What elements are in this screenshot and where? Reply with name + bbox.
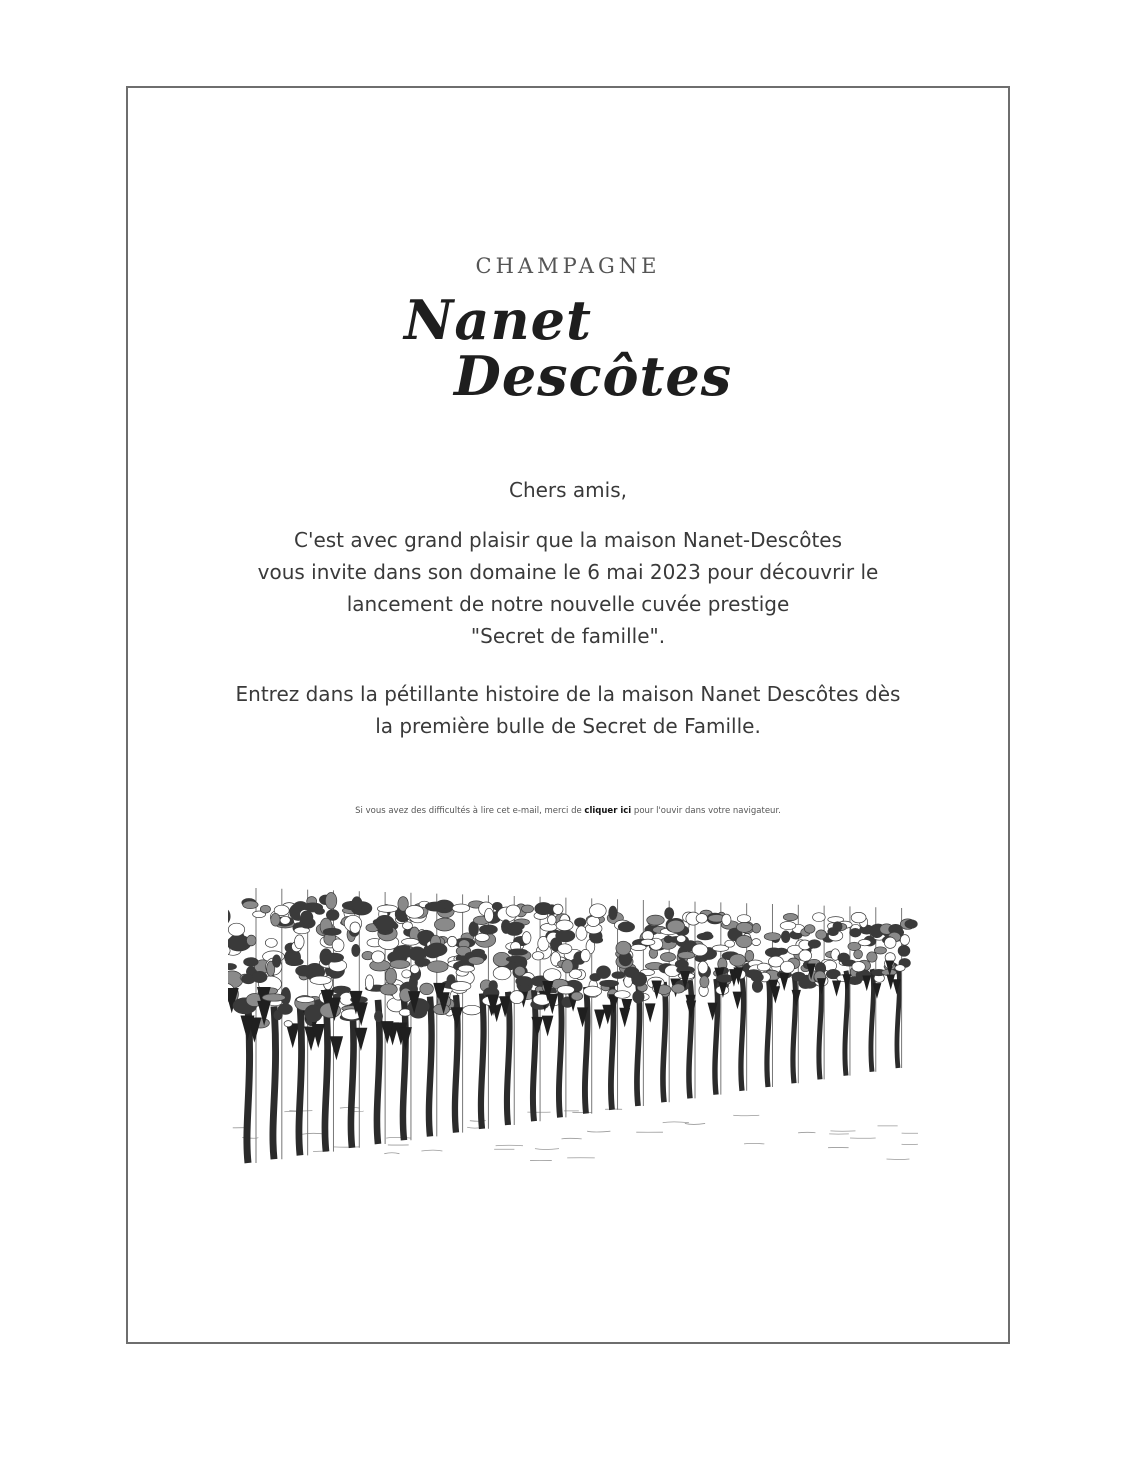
vine-leaf (736, 935, 752, 947)
vine-leaf (271, 913, 280, 926)
grape-cluster (594, 1010, 605, 1030)
vine-leaf (325, 953, 344, 962)
vine-leaf (377, 905, 397, 912)
vine-leaf (716, 975, 733, 983)
vine-leaf (372, 951, 385, 963)
vine-leaf (597, 966, 611, 979)
vine-leaf (746, 970, 762, 978)
vine-trunk (481, 993, 484, 1128)
vine-leaf (632, 972, 647, 986)
grape-cluster (330, 1036, 343, 1060)
vine-leaf (228, 908, 230, 925)
notice-text-before: Si vous avez des difficultés à lire cet e-mail, merci de (355, 806, 585, 816)
vine-leaf (851, 912, 866, 922)
ground-stroke (421, 1150, 442, 1151)
vine-leaf (562, 960, 573, 973)
vine-leaf (286, 958, 304, 966)
vine-leaf (745, 950, 754, 961)
vine-leaf (352, 897, 362, 911)
greeting: Chers amis, (508, 478, 628, 502)
ground-stroke (663, 1122, 689, 1123)
vine-leaf (905, 920, 917, 929)
ground-stroke (561, 1138, 581, 1139)
vine-leaf (895, 965, 905, 972)
vine-leaf (698, 961, 708, 973)
vine-leaf (696, 914, 707, 924)
grape-cluster (862, 975, 871, 991)
paragraph-line: C'est avec grand plaisir que la maison Nanet-Descôtes (293, 528, 843, 552)
vine-trunk (299, 1005, 302, 1156)
logo-name-line1: Nanet (404, 288, 592, 352)
vine-leaf (898, 945, 910, 956)
vine-leaf (775, 948, 787, 954)
vine-leaf (556, 930, 575, 942)
vine-leaf (479, 925, 497, 934)
vine-leaf (452, 904, 469, 912)
ground-stroke (685, 1123, 705, 1124)
vine-leaf (280, 916, 290, 924)
vine-leaf (589, 904, 606, 918)
vine-leaf (434, 918, 454, 931)
vine-leaf (305, 1005, 323, 1022)
vine-leaf (278, 1004, 292, 1015)
vine-leaf (804, 925, 815, 934)
vine-leaf (557, 986, 574, 994)
vine-leaf (272, 955, 280, 967)
vine-leaf (297, 997, 315, 1003)
vine-leaf (247, 935, 257, 946)
vine-leaf (752, 923, 760, 933)
vine-leaf (591, 937, 603, 943)
vine-leaf (532, 952, 544, 960)
vine-leaf (647, 915, 665, 925)
vine-leaf (350, 922, 360, 933)
vine-leaf (323, 928, 341, 935)
vine-trunk (273, 1006, 276, 1159)
vine-leaf (427, 943, 447, 956)
vine-leaf (332, 939, 344, 952)
vine-leaf (447, 936, 457, 946)
vine-leaf (780, 922, 796, 930)
vine-leaf (838, 953, 850, 962)
ground-stroke (744, 1143, 764, 1144)
vine-leaf (228, 964, 237, 970)
vine-leaf (385, 968, 396, 984)
ground-stroke (587, 1131, 610, 1132)
vine-leaf (522, 932, 531, 944)
vine-leaf (781, 931, 790, 943)
vine-leaf (618, 922, 634, 932)
vine-leaf (475, 933, 489, 941)
vine-leaf (859, 939, 871, 945)
vine-leaf (558, 944, 572, 954)
vine-leaf (463, 1005, 482, 1015)
paragraph-line: "Secret de famille". (470, 624, 666, 648)
browser-view-notice (128, 806, 1008, 816)
vine-leaf (516, 977, 533, 987)
vine-leaf (581, 949, 591, 961)
vine-leaf (295, 935, 305, 949)
vine-leaf (757, 963, 770, 971)
vine-leaf (535, 903, 552, 915)
paragraph-line: lancement de notre nouvelle cuvée prestige (346, 592, 790, 616)
paragraph-line: Entrez dans la pétillante histoire de la maison Nanet Descôtes dès (235, 682, 901, 706)
vine-leaf (451, 982, 471, 991)
vine-leaf (390, 960, 410, 969)
vine-leaf (665, 908, 674, 920)
ground-stroke (384, 1153, 399, 1154)
brand-logo (128, 254, 1008, 408)
vine-leaf (514, 966, 525, 976)
vine-leaf (262, 994, 285, 1001)
open-in-browser-link[interactable]: cliquer ici (584, 806, 632, 816)
vine-leaf (425, 902, 446, 911)
email-frame (126, 86, 1010, 1344)
grape-cluster (645, 1003, 656, 1022)
grape-cluster (780, 973, 789, 990)
vine-leaf (614, 991, 630, 999)
vine-leaf (692, 944, 708, 956)
vine-leaf (678, 952, 695, 959)
vine-trunk (585, 987, 588, 1114)
vine-leaf (410, 965, 419, 974)
vine-leaf (850, 928, 861, 937)
vine-leaf (374, 1011, 382, 1022)
vine-trunk (767, 976, 770, 1087)
vine-leaf (553, 904, 563, 914)
vine-leaf (521, 905, 533, 913)
vine-leaf (884, 937, 896, 948)
grape-cluster (542, 1016, 554, 1037)
vine-trunk (403, 998, 406, 1140)
vine-leaf (813, 913, 826, 922)
vine-leaf (489, 981, 498, 991)
vine-leaf (365, 975, 373, 990)
vine-leaf (228, 923, 244, 936)
vine-leaf (780, 961, 794, 973)
vine-leaf (703, 932, 713, 938)
vine-leaf (468, 957, 484, 965)
vine-leaf (854, 950, 863, 959)
logo-name-line2: Descôtes (454, 344, 733, 408)
vine-leaf (816, 930, 827, 939)
vine-trunk (507, 992, 510, 1125)
vine-leaf (631, 944, 646, 950)
vine-leaf (612, 972, 625, 979)
vine-leaf (375, 915, 394, 931)
ground-stroke (733, 1115, 759, 1116)
vine-leaf (828, 928, 839, 936)
vine-leaf (752, 939, 761, 946)
vine-leaf (420, 983, 434, 995)
logo-wordmark (404, 288, 733, 408)
grape-cluster (451, 1007, 463, 1029)
vine-leaf (508, 949, 527, 955)
vine-leaf (900, 935, 909, 946)
vine-leaf (485, 908, 494, 922)
vine-trunk (559, 989, 562, 1118)
vine-trunk (429, 997, 432, 1137)
paragraph-line: la première bulle de Secret de Famille. (375, 714, 761, 738)
vine-trunk (533, 990, 536, 1121)
vine-leaf (506, 956, 525, 962)
vine-leaf (402, 970, 412, 978)
vine-leaf (548, 915, 557, 925)
ground-stroke (386, 1137, 411, 1138)
vine-leaf (325, 893, 336, 910)
vine-leaf (284, 1021, 292, 1027)
vine-leaf (616, 941, 631, 955)
vine-leaf (402, 938, 420, 945)
vine-leaf (265, 938, 277, 947)
vine-leaf (730, 954, 746, 966)
vine-leaf (472, 949, 485, 955)
vine-leaf (405, 905, 423, 918)
vine-leaf (260, 905, 270, 913)
notice-text-after: pour l'ouvir dans votre navigateur. (631, 806, 781, 816)
vine-leaf (667, 920, 685, 933)
logo-champagne-label: CHAMPAGNE (475, 254, 661, 278)
vine-leaf (722, 914, 731, 925)
vine-leaf (575, 918, 586, 927)
vine-leaf (310, 976, 331, 984)
vine-leaf (641, 939, 655, 945)
vine-leaf (808, 940, 820, 948)
vine-leaf (507, 922, 524, 930)
vine-leaf (736, 922, 752, 932)
vine-leaf (409, 975, 417, 989)
vine-leaf (725, 940, 735, 947)
invitation-letter (128, 474, 1008, 742)
vine-trunk (663, 982, 666, 1102)
vine-trunk (325, 1003, 328, 1151)
vine-leaf (301, 911, 313, 924)
invitation-paragraph (128, 524, 1008, 652)
vine-leaf (764, 933, 781, 941)
vine-leaf (677, 935, 686, 942)
grape-cluster (817, 978, 826, 994)
vine-leaf (660, 953, 675, 962)
vine-leaf (609, 906, 617, 920)
vine-leaf (737, 915, 750, 923)
vine-rows (228, 888, 918, 1163)
vine-leaf (541, 923, 557, 931)
vine-trunk (351, 1002, 354, 1148)
vine-leaf (409, 947, 426, 961)
vine-leaf (506, 905, 520, 917)
vine-leaf (783, 914, 797, 921)
ground-stroke (535, 1149, 559, 1150)
vine-leaf (633, 991, 644, 1003)
vine-leaf (799, 950, 812, 961)
vine-leaf (458, 965, 474, 972)
vine-leaf (672, 984, 685, 993)
closing-paragraph (128, 678, 1008, 742)
vine-leaf (296, 965, 314, 976)
vine-leaf (700, 976, 709, 988)
paragraph-line: vous invite dans son domaine le 6 mai 2023 pour découvrir le (257, 560, 879, 584)
vine-leaf (583, 986, 601, 996)
vine-leaf (874, 947, 886, 954)
vine-leaf (510, 991, 524, 1004)
vine-leaf (244, 958, 259, 967)
vine-leaf (852, 962, 865, 972)
vine-leaf (403, 922, 413, 930)
vine-leaf (352, 944, 360, 956)
vine-leaf (243, 901, 258, 909)
vine-leaf (600, 980, 619, 986)
vine-leaf (556, 920, 573, 931)
grape-cluster (832, 981, 841, 997)
vine-leaf (380, 984, 397, 995)
vine-leaf (867, 952, 877, 962)
vineyard-illustration (228, 868, 918, 1168)
vine-leaf (493, 967, 511, 980)
vine-trunk (715, 979, 718, 1095)
vine-leaf (428, 961, 449, 973)
vine-leaf (252, 971, 267, 982)
